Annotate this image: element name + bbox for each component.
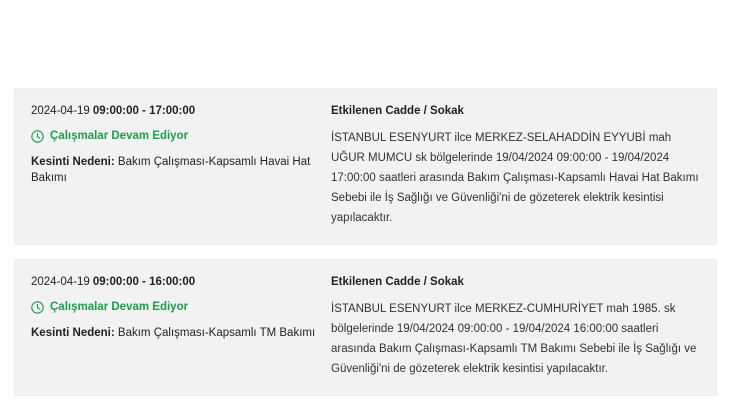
outage-status bbox=[31, 129, 317, 143]
outage-date: 2024-04-19 bbox=[31, 105, 90, 117]
outage-datetime bbox=[31, 103, 317, 119]
outage-time-range: 09:00:00 - 17:00:00 bbox=[92, 105, 196, 117]
outage-street-info bbox=[327, 274, 700, 379]
outage-street-description: İSTANBUL ESENYURT ilce MERKEZ-CUMHURİYET mah 1985. sk bölgelerinde 19/04/2024 09:00:00 - 19/04/2024 16:00:00 saatleri arasında Bakım Çalışması-Kapsamlı TM Bakımı Sebebi ile İş Sağlığı ve Güvenliği'ni de gözeterek elektrik kesintisi yapılacaktır. bbox=[331, 303, 697, 375]
outage-street-title: Etkilenen Cadde / Sokak bbox=[331, 105, 464, 117]
outage-reason bbox=[31, 154, 317, 186]
outage-summary bbox=[31, 274, 327, 341]
outage-street-description: İSTANBUL ESENYURT ilce MERKEZ-SELAHADDİN EYYUBİ mah UĞUR MUMCU sk bölgelerinde 19/04/2024 09:00:00 - 19/04/2024 17:00:00 saatleri arasında Bakım Çalışması-Kapsamlı Havai Hat Bakımı Sebebi ile İş Sağlığı ve Güvenliği'ni de gözeterek elektrik kesintisi yapılacaktır. bbox=[331, 132, 699, 224]
outage-summary bbox=[31, 103, 327, 186]
outage-reason-label: Kesinti Nedeni: bbox=[31, 327, 115, 339]
clock-icon bbox=[31, 301, 44, 314]
outage-street-info bbox=[327, 103, 700, 228]
clock-icon bbox=[31, 130, 44, 143]
outage-reason-label: Kesinti Nedeni: bbox=[31, 156, 115, 168]
outage-card[interactable] bbox=[14, 88, 717, 245]
outage-date: 2024-04-19 bbox=[31, 276, 90, 288]
outage-reason bbox=[31, 325, 317, 341]
outage-status-label: Çalışmalar Devam Ediyor bbox=[50, 301, 189, 313]
outage-reason-value: Bakım Çalışması-Kapsamlı TM Bakımı bbox=[117, 327, 316, 339]
outage-reason-value: Bakım Çalışması-Kapsamlı Havai Hat Bakımı bbox=[31, 156, 311, 184]
outage-status-label: Çalışmalar Devam Ediyor bbox=[50, 130, 189, 142]
outage-datetime bbox=[31, 274, 317, 290]
outage-status bbox=[31, 300, 317, 314]
top-spacer bbox=[14, 0, 717, 88]
outage-street-title: Etkilenen Cadde / Sokak bbox=[331, 276, 464, 288]
outage-time-range: 09:00:00 - 16:00:00 bbox=[92, 276, 196, 288]
outage-card[interactable] bbox=[14, 259, 717, 396]
